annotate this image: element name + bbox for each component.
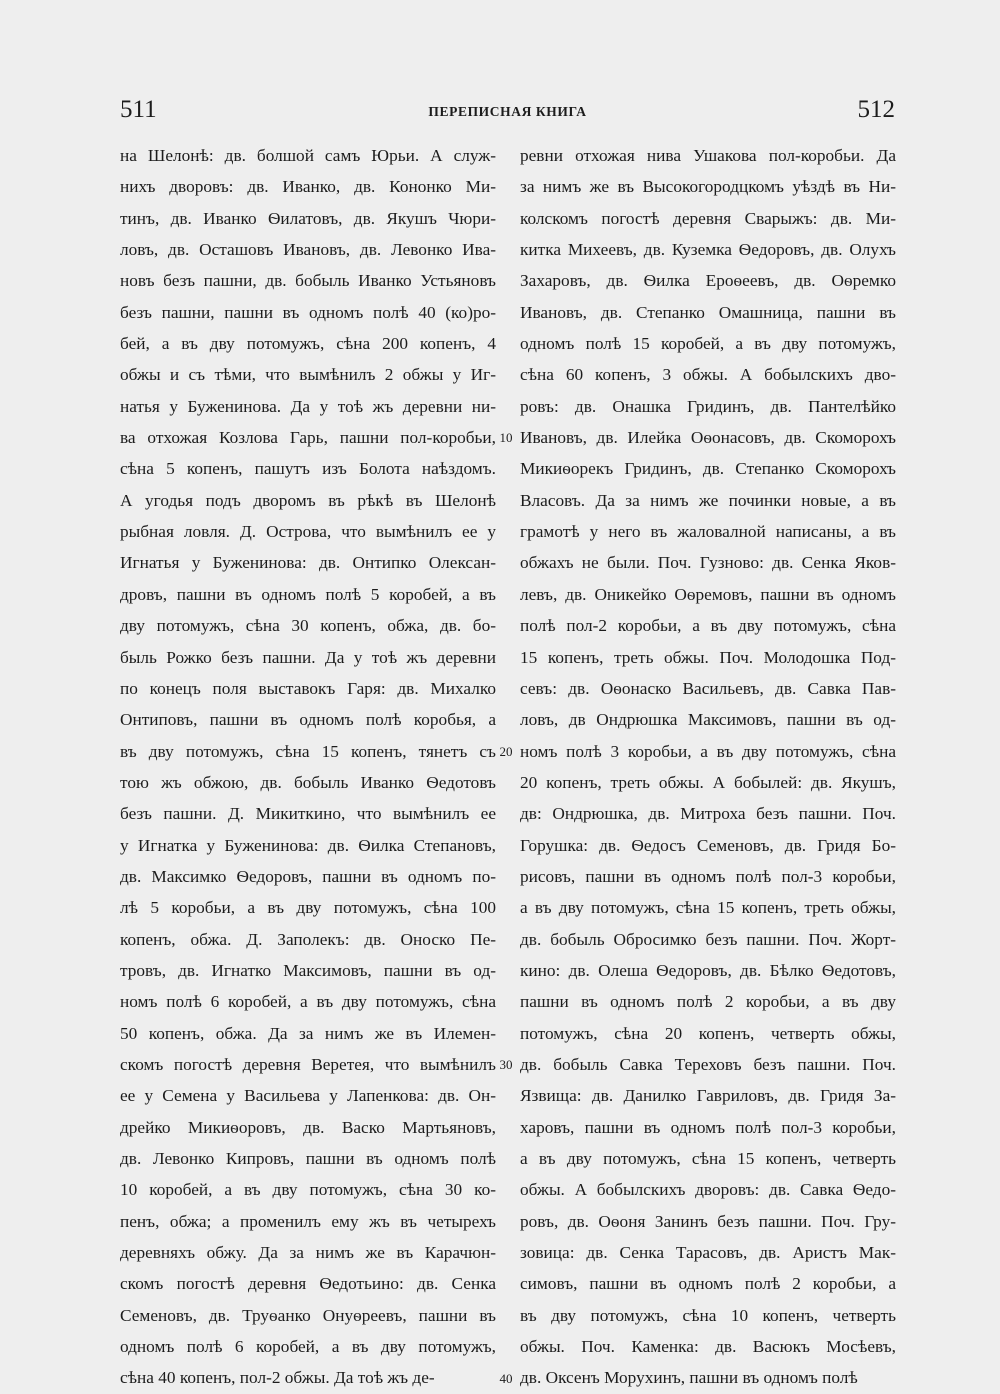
text-line: полѣ пол-2 коробьи, а въ дву потомужъ, сѣна: [520, 616, 896, 636]
text-line: безъ пашни, пашни въ одномъ полѣ 40 (ко)ро-: [120, 302, 496, 322]
text-line: дровъ, пашни въ одномъ полѣ 5 коробей, а въ: [120, 584, 496, 604]
text-line: дв. Оксенъ Морухинъ, пашни въ одномъ полѣ: [520, 1368, 858, 1388]
text-line: номъ полѣ 6 коробей, а въ дву потомужъ, сѣна: [120, 992, 496, 1012]
text-line: одномъ полѣ 15 коробей, а въ дву потомужъ,: [520, 334, 896, 354]
text-line: тинъ, дв. Иванко Ѳилатовъ, дв. Якушъ Чюри-: [120, 208, 496, 228]
text-line: дрейко Микиѳоровъ, дв. Васко Мартьяновъ,: [120, 1117, 496, 1137]
text-line: 10 коробей, а въ дву потомужъ, сѣна 30 ко-: [120, 1180, 496, 1200]
text-line: севъ: дв. Оѳонаско Васильевъ, дв. Савка Пав-: [520, 678, 896, 698]
text-line: левъ, дв. Оникейко Оѳремовъ, пашни въ одномъ: [520, 584, 896, 604]
text-line: ловъ, дв. Осташовъ Ивановъ, дв. Левонко Ива-: [120, 240, 496, 260]
text-line: номъ полѣ 3 коробьи, а въ дву потомужъ, сѣна: [520, 741, 896, 761]
text-line: по конецъ поля выставокъ Гаря: дв. Михалко: [120, 678, 496, 698]
text-line: ва отхожая Козлова Гарь, пашни пол-коробьи,: [120, 428, 496, 448]
text-line: 15 копенъ, треть обжы. Поч. Молодошка Под-: [520, 647, 896, 667]
text-line: потомужъ, сѣна 20 копенъ, четверть обжы,: [520, 1023, 896, 1043]
text-line: грамотѣ у него въ жаловалной написаны, а въ: [520, 522, 896, 542]
text-line: на Шелонѣ: дв. болшой самъ Юрьи. А служ-: [120, 146, 496, 165]
text-line: Власовъ. Да за нимъ же починки новые, а въ: [520, 490, 896, 510]
text-line: Язвища: дв. Данилко Гавриловъ, дв. Гридя За-: [520, 1086, 896, 1106]
text-line: а въ дву потомужъ, сѣна 15 копенъ, треть обжы,: [520, 898, 896, 918]
text-line: дв. Левонко Кипровъ, пашни въ одномъ полѣ: [120, 1149, 496, 1168]
text-line: тою жъ обжою, дв. бобыль Иванко Ѳедотовъ: [120, 772, 496, 792]
text-line: ровъ: дв. Онашка Гридинъ, дв. Пантелѣйко: [520, 396, 896, 416]
text-line: А угодья подъ дворомъ въ рѣкѣ въ Шелонѣ: [120, 490, 496, 510]
left-page-number: 511: [120, 96, 157, 123]
text-line: пашни въ одномъ полѣ 2 коробьи, а въ дву: [520, 992, 896, 1012]
text-line: Ивановъ, дв. Илейка Оѳонасовъ, дв. Скоморохъ: [520, 428, 896, 448]
page-header: [120, 96, 895, 130]
text-line: нихъ дворовъ: дв. Иванко, дв. Кононко Ми-: [120, 177, 496, 197]
text-line: одномъ полѣ 6 коробей, а въ дву потомужъ,: [120, 1337, 496, 1357]
text-line: обжы. А бобылскихъ дворовъ: дв. Савка Ѳедо-: [520, 1180, 896, 1200]
text-line: дв. бобыль Обросимко безъ пашни. Поч. Жорт-: [520, 929, 896, 949]
line-number-marker: 10: [499, 430, 513, 446]
text-line: Семеновъ, дв. Труѳанко Онуѳреевъ, пашни въ: [120, 1305, 496, 1325]
text-line: харовъ, пашни въ одномъ полѣ пол-3 коробьи,: [520, 1117, 896, 1137]
line-number-marker: 40: [499, 1370, 513, 1386]
text-line: Игнатья у Буженинова: дв. Онтипко Олексан-: [120, 553, 496, 573]
text-line: сѣна 5 копенъ, пашутъ изъ Болота наѣздомъ.: [120, 459, 496, 479]
text-line: рыбная ловля. Д. Острова, что вымѣнилъ ее у: [120, 522, 496, 542]
text-line: обжы. Поч. Каменка: дв. Васюкъ Мосѣевъ,: [520, 1337, 896, 1357]
text-line: новъ безъ пашни, дв. бобыль Иванко Устьяновъ: [120, 271, 496, 291]
text-line: дв. бобыль Савка Тереховъ безъ пашни. Поч.: [520, 1054, 896, 1074]
text-line: тровъ, дв. Игнатко Максимовъ, пашни въ од-: [120, 960, 496, 980]
text-line: китка Михеевъ, дв. Куземка Ѳедоровъ, дв. Олухъ: [520, 240, 896, 260]
text-line: обжахъ не были. Поч. Гузново: дв. Сенка Яков-: [520, 553, 896, 573]
text-line: дву потомужъ, сѣна 30 копенъ, обжа, дв. бо-: [120, 616, 496, 636]
text-line: рисовъ, пашни въ одномъ полѣ пол-3 коробьи,: [520, 866, 896, 886]
text-line: ее у Семена у Васильева у Лапенкова: дв. Он-: [120, 1086, 496, 1106]
text-line: 20 копенъ, треть обжы. А бобылей: дв. Якушъ,: [520, 772, 896, 792]
text-line: Захаровъ, дв. Ѳилка Ероѳеевъ, дв. Оѳремко: [520, 271, 896, 291]
text-line: быль Рожко безъ пашни. Да у тоѣ жъ деревни: [120, 647, 496, 667]
text-line: безъ пашни. Д. Микиткино, что вымѣнилъ ее: [120, 804, 496, 824]
text-line: а въ дву потомужъ, сѣна 15 копенъ, четверть: [520, 1149, 896, 1168]
text-line: ревни отхожая нива Ушакова пол-коробьи. Да: [520, 146, 896, 165]
text-line: скомъ погостѣ деревня Ѳедотьино: дв. Сенка: [120, 1274, 496, 1294]
line-number-marker: 20: [499, 743, 513, 759]
text-line: зовица: дв. Сенка Тарасовъ, дв. Аристъ Мак-: [520, 1243, 896, 1263]
right-page-number: 512: [857, 96, 895, 123]
text-line: за нимъ же въ Высокогородцкомъ уѣздѣ въ Ни-: [520, 177, 896, 197]
text-line: ловъ, дв Ондрюшка Максимовъ, пашни въ од-: [520, 710, 896, 730]
text-line: бей, а въ дву потомужъ, сѣна 200 копенъ, 4: [120, 334, 496, 354]
text-line: пенъ, обжа; а променилъ ему жъ въ четырехъ: [120, 1211, 496, 1231]
text-line: Горушка: дв. Ѳедосъ Семеновъ, дв. Гридя Бо-: [520, 835, 896, 855]
text-line: скомъ погостѣ деревня Веретея, что вымѣнилъ: [120, 1054, 496, 1074]
text-line: дв: Ондрюшка, дв. Митроха безъ пашни. Поч.: [520, 804, 896, 824]
left-text-column: [120, 140, 496, 1394]
text-line: кино: дв. Олеша Ѳедоровъ, дв. Бѣлко Ѳедотовъ,: [520, 960, 896, 980]
text-line: Ивановъ, дв. Степанко Омашница, пашни въ: [520, 302, 896, 322]
text-line: Онтиповъ, пашни въ одномъ полѣ коробья, а: [120, 710, 496, 730]
text-line: копенъ, обжа. Д. Заполекъ: дв. Оноско Пе-: [120, 929, 496, 949]
text-line: лѣ 5 коробьи, а въ дву потомужъ, сѣна 100: [120, 898, 496, 918]
text-line: сѣна 60 копенъ, 3 обжы. А бобылскихъ дво-: [520, 365, 896, 385]
running-title: ПЕРЕПИСНАЯ КНИГА: [428, 104, 587, 119]
text-line: 50 копенъ, обжа. Да за нимъ же въ Илемен-: [120, 1023, 496, 1043]
text-line: симовъ, пашни въ одномъ полѣ 2 коробьи, а: [520, 1274, 896, 1294]
text-line: ровъ, дв. Оѳоня Занинъ безъ пашни. Поч. Гру-: [520, 1211, 896, 1231]
line-number-marker: 30: [499, 1057, 513, 1073]
text-line: въ дву потомужъ, сѣна 15 копенъ, тянетъ съ: [120, 741, 496, 761]
text-line: дв. Максимко Ѳедоровъ, пашни въ одномъ по-: [120, 866, 496, 886]
text-line: натья у Буженинова. Да у тоѣ жъ деревни ни-: [120, 396, 496, 416]
text-line: колскомъ погостѣ деревня Сварыжъ: дв. Ми-: [520, 208, 896, 228]
text-line: обжы и съ тѣми, что вымѣнилъ 2 обжы у Иг-: [120, 365, 496, 385]
text-line: у Игнатка у Буженинова: дв. Ѳилка Степановъ,: [120, 835, 496, 855]
text-line: деревняхъ обжу. Да за нимъ же въ Карачюн-: [120, 1243, 496, 1263]
text-line: сѣна 40 копенъ, пол-2 обжы. Да тоѣ жъ де-: [120, 1368, 435, 1388]
text-line: Микиѳорекъ Гридинъ, дв. Степанко Скоморохъ: [520, 459, 896, 479]
right-text-column: [520, 140, 896, 1394]
text-line: въ дву потомужъ, сѣна 10 копенъ, четверть: [520, 1305, 896, 1325]
